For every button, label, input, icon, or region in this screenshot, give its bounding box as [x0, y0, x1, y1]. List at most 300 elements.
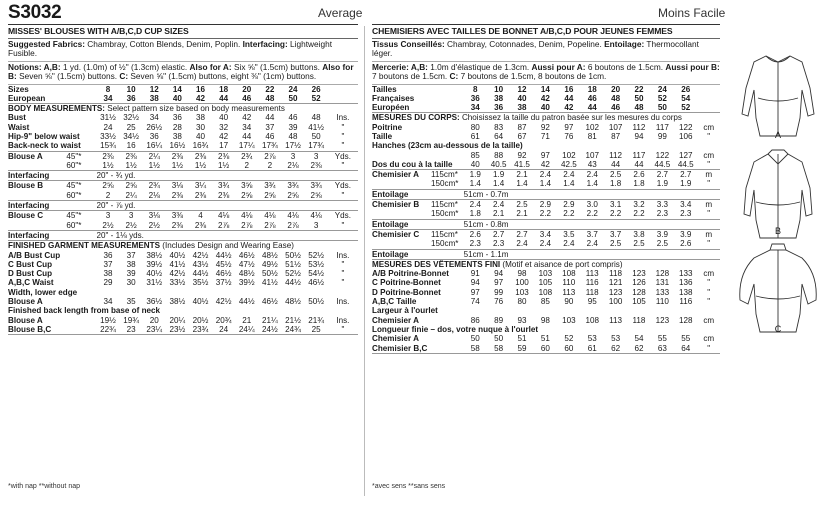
unit-cell — [328, 85, 358, 94]
finished-row — [372, 297, 720, 306]
value-cell: 46½ — [215, 269, 232, 279]
interfacing-row — [8, 201, 358, 211]
value-cell: 42 — [540, 93, 550, 103]
row-sublabel: 115cm* — [431, 229, 458, 239]
unit-cell: m — [705, 200, 713, 210]
value-cell: 117 — [632, 150, 646, 160]
value-cell: 21¼ — [262, 315, 278, 325]
interfacing-row — [372, 189, 720, 199]
value-cell: 1½ — [166, 161, 189, 171]
finished-heading — [8, 241, 358, 251]
finished-heading-text: (Motif et aisance de port compris) — [500, 259, 623, 269]
value-cell: 2⅜ — [102, 151, 114, 161]
value-cell: 23¾ — [189, 325, 212, 335]
row-label: Interfacing — [8, 230, 97, 240]
value-cell: 3¾ — [218, 181, 230, 191]
yardage-row — [372, 229, 720, 239]
unit-cell: " — [697, 344, 720, 354]
row-label: Bust — [8, 113, 26, 123]
row-label: Poitrine — [372, 122, 403, 132]
value-cell: 50 — [470, 334, 480, 344]
value-cell: 17¾ — [258, 141, 281, 151]
unit-cell: cm — [703, 315, 715, 325]
body-measurements-heading-text: Select pattern size based on body measurements — [104, 104, 285, 114]
value-cell: 87 — [611, 131, 621, 141]
value-cell: 20 — [611, 84, 621, 94]
value-cell: 81 — [587, 131, 597, 141]
row-label: Blouse A — [8, 297, 43, 307]
yardage-row — [8, 221, 358, 231]
value-cell: 95 — [587, 297, 597, 307]
row-label: Chemisier B — [372, 200, 420, 210]
value-cell: 116 — [679, 297, 693, 307]
unit-cell: Ins. — [336, 297, 350, 307]
value-cell: 44½ — [285, 278, 301, 288]
european-row — [372, 103, 720, 113]
row-text: 20" - 1⅛ yds. — [97, 230, 359, 240]
unit-cell: " — [341, 259, 345, 269]
value-cell: 110 — [562, 278, 576, 288]
finished-heading — [372, 259, 720, 269]
value-cell: 8 — [473, 84, 478, 94]
row-label — [372, 151, 464, 160]
unit-cell: Ins. — [336, 113, 350, 123]
value-cell: 48 — [311, 113, 321, 123]
value-cell: 32½ — [123, 113, 140, 123]
body-measurements-heading-bold: BODY MEASUREMENTS: — [8, 104, 105, 114]
value-cell: 43 — [581, 160, 604, 170]
value-cell: 97 — [540, 150, 550, 160]
value-cell: 2.4 — [534, 239, 557, 249]
value-cell: 23½ — [166, 325, 189, 335]
value-cell: 1.4 — [510, 179, 533, 189]
value-cell: 44 — [564, 93, 574, 103]
value-cell: 126 — [632, 278, 646, 288]
row-text: 20" - ¾ yd. — [97, 171, 359, 181]
value-cell: 4⅛ — [264, 211, 276, 221]
value-cell: 24 — [212, 325, 235, 335]
value-cell: 89 — [494, 315, 504, 325]
value-cell: 122 — [679, 122, 693, 132]
value-cell: 1.4 — [487, 179, 510, 189]
value-cell: 116 — [585, 278, 599, 288]
hip-heading-bold: Hanches (23cm au-dessous de la taille) — [372, 141, 523, 151]
value-cell: 127 — [679, 150, 693, 160]
value-cell: 20½ — [192, 315, 209, 325]
value-cell: 22 — [265, 84, 275, 94]
value-cell: 17 — [212, 141, 235, 151]
value-cell: 3¾ — [264, 181, 276, 191]
finished-heading — [8, 241, 358, 251]
value-cell: 44 — [212, 94, 235, 104]
value-cell: 2.9 — [539, 200, 552, 210]
unit-cell: " — [697, 209, 720, 219]
unit-cell: " — [697, 179, 720, 189]
value-cell: 2⅜ — [194, 151, 207, 161]
row-label: Blouse B,C — [8, 325, 97, 335]
value-cell: 51 — [540, 334, 550, 344]
value-cell: 64 — [674, 344, 697, 354]
row-sublabel: 60"* — [66, 191, 96, 201]
value-cell: 31½ — [100, 113, 116, 123]
value-cell: 107 — [585, 150, 599, 160]
value-cell: 98 — [517, 269, 527, 279]
value-cell: 37 — [103, 259, 113, 269]
value-cell: 2.7 — [656, 170, 669, 180]
value-cell: 58 — [464, 344, 487, 354]
value-cell: 103 — [538, 269, 553, 279]
pattern-number: S3032 — [8, 2, 62, 23]
value-cell: 36 — [149, 131, 159, 141]
value-cell: 2.4 — [469, 200, 481, 210]
row-label: Entoilage — [372, 189, 464, 199]
value-cell: 52½ — [285, 269, 301, 279]
value-cell: 42 — [242, 113, 252, 123]
value-cell: 3⅝ — [241, 181, 253, 191]
value-cell: 24 — [657, 84, 667, 94]
row-label: Sizes — [8, 84, 29, 94]
value-cell: 1.8 — [627, 179, 650, 189]
value-cell: 123 — [632, 269, 646, 279]
value-cell: 34 — [464, 103, 487, 113]
value-cell: 52 — [305, 94, 328, 104]
value-cell: 2⅞ — [212, 221, 235, 231]
row-label: Françaises — [372, 93, 415, 103]
value-cell: 36 — [103, 250, 113, 260]
unit-cell: m — [705, 229, 713, 239]
value-cell: 3.4 — [539, 229, 552, 239]
hip-heading — [372, 141, 720, 150]
unit-cell: " — [707, 131, 711, 141]
value-cell: 26 — [681, 84, 691, 94]
value-cell: 52 — [564, 334, 574, 344]
value-cell: 2⅜ — [166, 221, 189, 231]
value-cell: 49½ — [262, 259, 278, 269]
value-cell: 88 — [494, 150, 504, 160]
value-cell: 20 — [242, 84, 252, 94]
value-cell: 123 — [655, 315, 670, 325]
row-label — [8, 191, 66, 201]
value-cell: 2.4 — [493, 200, 505, 210]
row-sublabel: 115cm* — [431, 200, 458, 210]
value-cell: 1.9 — [469, 170, 481, 180]
row-label: Interfacing — [8, 171, 97, 181]
value-cell: 22¾ — [97, 325, 120, 335]
value-cell: 122 — [655, 150, 670, 160]
value-cell: 1.8 — [464, 209, 487, 219]
interfacing-row — [8, 230, 358, 240]
footnote-en: *with nap **without nap — [8, 483, 80, 490]
value-cell: 133 — [655, 287, 670, 297]
value-cell: 50 — [634, 93, 644, 103]
value-cell: 48½ — [238, 269, 255, 279]
finished-row — [8, 269, 358, 278]
value-cell: 3.5 — [563, 229, 575, 239]
value-cell: 138 — [679, 287, 693, 297]
width-heading-bold: Largeur à l'ourlet — [372, 306, 438, 316]
value-cell: 17¼ — [235, 141, 258, 151]
fabrics-fr: Tissus Conseillés: Chambray, Cotonnades, Denim, Popeline. Entoilage: Thermocollant léger. — [372, 39, 720, 62]
value-cell: 3⅛ — [148, 211, 160, 221]
value-cell: 2 — [97, 191, 120, 201]
value-cell: 2⅞ — [258, 221, 281, 231]
unit-cell: m — [705, 170, 713, 180]
value-cell: 2.6 — [633, 170, 645, 180]
value-cell: 17½ — [282, 141, 305, 151]
hip-heading — [372, 141, 720, 150]
value-cell: 50 — [311, 131, 321, 141]
notions-en: Notions: A,B: 1 yd. (1.0m) of ½" (1.3cm) elastic. Also for A: Six ⅝" (1.5cm) buttons. Also for B: Seven ⅝" (1.5cm) buttons. C: Seven ⅝" (1.5cm) buttons, eight ⅜" (1cm) buttons. — [8, 62, 358, 85]
row-label: Européen — [372, 103, 464, 113]
finished-row — [8, 278, 358, 287]
value-cell: 24¼ — [235, 325, 258, 335]
value-cell: 16 — [564, 84, 574, 94]
value-cell: 28 — [172, 122, 182, 132]
value-cell: 1.4 — [464, 179, 487, 189]
value-cell: 40 — [517, 93, 527, 103]
value-cell: 2⅝ — [258, 191, 281, 201]
value-cell: 44 — [581, 103, 604, 113]
value-cell: 2.4 — [586, 170, 598, 180]
value-cell: 14 — [172, 84, 182, 94]
unit-cell: " — [341, 131, 345, 141]
value-cell: 44½ — [215, 250, 232, 260]
value-cell: 102 — [562, 150, 576, 160]
value-cell: 46½ — [238, 250, 255, 260]
value-cell: 2 — [258, 161, 281, 171]
row-sublabel: 150cm* — [431, 209, 464, 219]
unit-cell: Ins. — [336, 315, 350, 325]
value-cell: 21½ — [285, 315, 301, 325]
row-label: C Poitrine-Bonnet — [372, 278, 441, 288]
value-cell: 76 — [564, 131, 574, 141]
value-cell: 20¼ — [169, 315, 186, 325]
value-cell: 18 — [219, 84, 229, 94]
value-cell: 35½ — [192, 278, 209, 288]
row-sublabel: 115cm* — [431, 170, 458, 180]
blouse-sketches — [726, 48, 830, 348]
value-cell: 38 — [143, 94, 166, 104]
value-cell: 1½ — [212, 161, 235, 171]
value-cell: 53 — [611, 334, 621, 344]
value-cell: 99 — [657, 131, 667, 141]
width-row — [8, 297, 358, 306]
body-measurements-heading — [8, 104, 358, 114]
value-cell: 48 — [627, 103, 650, 113]
value-cell: 2.4 — [581, 239, 604, 249]
unit-cell: cm — [703, 122, 715, 132]
value-cell: 40 — [166, 94, 189, 104]
unit-cell: " — [328, 161, 358, 171]
value-cell: 80 — [470, 122, 480, 132]
value-cell: 3 — [313, 151, 319, 161]
body-measurements-heading — [372, 113, 720, 123]
value-cell: 2.6 — [469, 229, 481, 239]
row-sublabel: 60"* — [66, 221, 96, 231]
value-cell: 2.5 — [516, 200, 528, 210]
value-cell: 52 — [657, 93, 667, 103]
value-cell: 113 — [585, 269, 599, 279]
back-length-heading — [372, 325, 720, 334]
value-cell: 40 — [464, 160, 487, 170]
value-cell: 24¾ — [282, 325, 305, 335]
back-length-heading — [8, 306, 358, 315]
value-cell: 16 — [120, 141, 143, 151]
value-cell: 2.7 — [493, 229, 505, 239]
size-table-en — [8, 85, 358, 336]
value-cell: 3.0 — [586, 200, 598, 210]
unit-cell: " — [328, 221, 358, 231]
value-cell: 1.8 — [604, 179, 627, 189]
value-cell: 43½ — [192, 259, 209, 269]
value-cell: 1.4 — [557, 179, 580, 189]
value-cell: 14 — [540, 84, 550, 94]
value-cell: 100 — [608, 297, 623, 307]
value-cell: 2⅞ — [282, 221, 305, 231]
value-cell: 3.9 — [656, 229, 669, 239]
value-cell: 48 — [258, 94, 281, 104]
value-cell: 107 — [608, 122, 623, 132]
row-label: Tailles — [372, 84, 397, 94]
value-cell: 36 — [487, 103, 510, 113]
value-cell: 94 — [470, 278, 480, 288]
value-cell: 40 — [534, 103, 557, 113]
row-label: Chemisier C — [372, 229, 420, 239]
row-label: A/B Bust Cup — [8, 250, 61, 260]
value-cell: 26½ — [146, 122, 163, 132]
value-cell: 40½ — [146, 269, 163, 279]
finished-row — [8, 251, 358, 260]
row-label: European — [8, 94, 97, 104]
value-cell: 4⅛ — [287, 211, 299, 221]
value-cell: 2.5 — [627, 239, 650, 249]
value-cell: 24 — [288, 84, 298, 94]
value-cell: 58 — [487, 344, 510, 354]
size-table-fr — [372, 85, 720, 354]
yardage-row — [372, 179, 720, 189]
value-cell: 118 — [585, 287, 599, 297]
value-cell: 20¾ — [215, 315, 232, 325]
yardage-row — [8, 161, 358, 171]
value-cell: 3.8 — [633, 229, 645, 239]
value-cell: 42½ — [192, 250, 209, 260]
value-cell: 23¼ — [143, 325, 166, 335]
value-cell: 2½ — [120, 221, 143, 231]
value-cell: 2.5 — [651, 239, 674, 249]
row-label: Blouse B — [8, 181, 44, 191]
blouse-sketches-svg — [726, 48, 830, 348]
width-row — [372, 316, 720, 325]
value-cell: 42 — [534, 160, 557, 170]
row-label: Chemisier B,C — [372, 344, 464, 354]
body-row — [8, 132, 358, 141]
value-cell: 2⅜ — [189, 191, 212, 201]
value-cell: 38 — [510, 103, 533, 113]
unit-cell: Yds. — [334, 211, 351, 221]
notions-fr: Mercerie: A,B: 1.0m d'élastique de 1.3cm. Aussi pour A: 6 boutons de 1.5cm. Aussi pour B: 7 boutons de 1.5cm. C: 7 boutons de 1.5cm, 8 boutons de 1cm. — [372, 62, 720, 85]
value-cell: 121 — [608, 278, 623, 288]
value-cell: 106 — [679, 131, 693, 141]
value-cell: 2⅞ — [264, 151, 276, 161]
value-cell: 136 — [679, 278, 693, 288]
value-cell: 62 — [627, 344, 650, 354]
value-cell: 46 — [587, 93, 597, 103]
body-measurements-heading-text: Choisissez la taille du patron basée sur les mesures du corps — [459, 113, 682, 123]
value-cell: 2.2 — [534, 209, 557, 219]
difficulty-en: Average — [318, 6, 363, 20]
value-cell: 118 — [609, 269, 623, 279]
value-cell: 80 — [517, 297, 527, 307]
interfacing-row — [372, 249, 720, 259]
value-cell: 54 — [634, 334, 644, 344]
value-cell: 40 — [219, 113, 229, 123]
value-cell: 51½ — [285, 259, 301, 269]
value-cell: 52½ — [308, 250, 325, 260]
interfacing-row — [372, 219, 720, 229]
value-cell: 105 — [538, 278, 553, 288]
row-label — [8, 161, 66, 171]
row-text: 51cm - 0.8m — [464, 219, 720, 229]
value-cell: 1.9 — [651, 179, 674, 189]
value-cell: 3.3 — [656, 200, 669, 210]
value-cell: 2.7 — [680, 170, 692, 180]
column-divider — [364, 26, 365, 496]
sketch-label-c: C — [774, 324, 782, 334]
value-cell: 2⅝ — [125, 181, 137, 191]
row-sublabel: 150cm* — [431, 179, 464, 189]
value-cell: 18 — [587, 84, 597, 94]
value-cell: 3 — [128, 211, 134, 221]
value-cell: 39 — [126, 269, 136, 279]
unit-cell: " — [707, 297, 711, 307]
body-row — [8, 123, 358, 132]
row-label: A/B Poitrine-Bonnet — [372, 269, 449, 279]
value-cell: 128 — [655, 269, 670, 279]
value-cell: 26 — [311, 84, 321, 94]
value-cell: 92 — [540, 122, 550, 132]
yardage-row — [8, 191, 358, 201]
body-row — [372, 132, 720, 141]
row-label: Blouse C — [8, 211, 44, 221]
value-cell: 23 — [120, 325, 143, 335]
value-cell: 113 — [609, 315, 623, 325]
value-cell: 30 — [126, 278, 136, 288]
value-cell: 2½ — [143, 221, 166, 231]
value-cell: 2¾ — [241, 151, 253, 161]
row-label: Chemisier A — [372, 170, 419, 180]
value-cell: 3.7 — [586, 229, 598, 239]
french-column — [372, 25, 720, 354]
value-cell: 2.2 — [604, 209, 627, 219]
value-cell: 53½ — [308, 259, 325, 269]
value-cell: 3¼ — [194, 181, 207, 191]
value-cell: 3.4 — [680, 200, 692, 210]
value-cell: 54½ — [308, 269, 325, 279]
value-cell: 17¾ — [305, 141, 328, 151]
value-cell: 38 — [172, 131, 182, 141]
value-cell: 67 — [517, 131, 527, 141]
value-cell: 48 — [611, 93, 621, 103]
unit-cell: cm — [703, 150, 715, 160]
value-cell: 50 — [282, 94, 305, 104]
body-row — [372, 123, 720, 132]
row-sublabel: 150cm* — [431, 239, 464, 249]
value-cell: 42.5 — [557, 160, 580, 170]
value-cell: 42½ — [215, 297, 232, 307]
value-cell: 19½ — [100, 315, 116, 325]
value-cell: 46 — [604, 103, 627, 113]
value-cell: 40 — [196, 131, 206, 141]
